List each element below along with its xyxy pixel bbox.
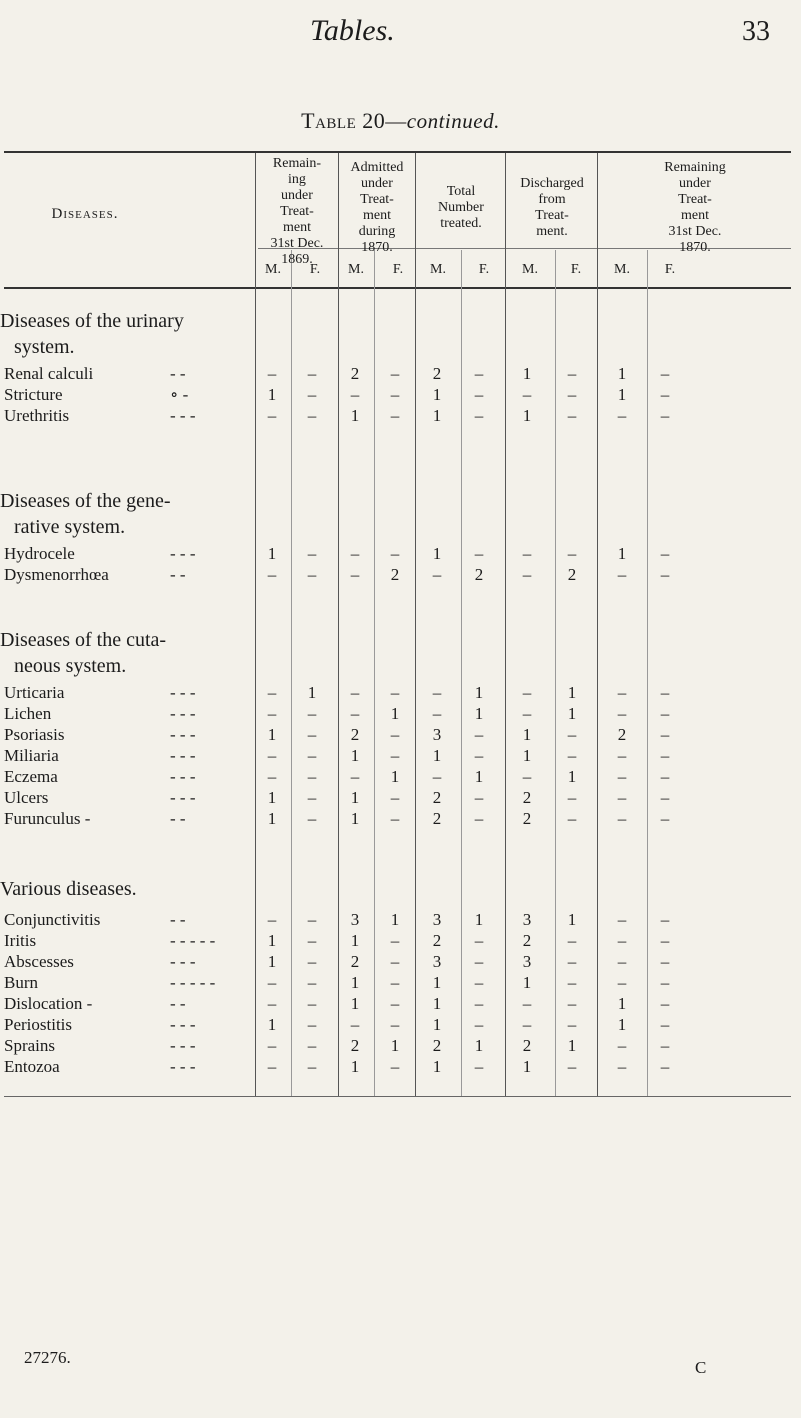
table-cell: 1 (522, 364, 532, 383)
table-cell: 1 (617, 364, 627, 383)
row-leader-dots: - - - (170, 544, 196, 563)
table-cell: – (617, 1036, 627, 1055)
table-cell: – (660, 1057, 670, 1076)
section-title (0, 627, 250, 679)
row-leader-dots: - - (170, 809, 186, 828)
row-leader-dots: - - (170, 994, 186, 1013)
table-cell: – (432, 683, 442, 702)
row-leader-dots: - - - (170, 1057, 196, 1076)
table-cell: 1 (474, 1036, 484, 1055)
table-cell: 1 (474, 910, 484, 929)
row-leader-dots: - - (170, 364, 186, 383)
table-cell: – (567, 544, 577, 563)
table-cell: – (617, 1057, 627, 1076)
table-cell: – (390, 809, 400, 828)
table-cell: 1 (390, 1036, 400, 1055)
table-cell: – (307, 910, 317, 929)
section-title-line2: rative system. (14, 516, 126, 538)
table-cell: – (432, 565, 442, 584)
table-cell: – (474, 973, 484, 992)
row-label: Lichen (4, 704, 52, 723)
table-cell: 1 (350, 931, 360, 950)
table-cell: – (617, 767, 627, 786)
table-cell: 2 (617, 725, 627, 744)
table-title (0, 108, 801, 134)
header-remaining-1870: Remaining under Treat- ment 31st Dec. 1870. (664, 160, 726, 255)
running-title: Tables. (310, 14, 395, 47)
table-cell: 2 (432, 788, 442, 807)
table-cell: – (267, 704, 277, 723)
table-cell: – (390, 973, 400, 992)
table-cell: – (390, 1015, 400, 1034)
table-cell: – (267, 565, 277, 584)
table-cell: – (617, 565, 627, 584)
table-cell: – (390, 364, 400, 383)
table-cell: – (567, 364, 577, 383)
table-cell: 1 (267, 385, 277, 404)
header-m-3: M. (430, 262, 446, 277)
table-cell: 1 (522, 746, 532, 765)
table-cell: – (307, 406, 317, 425)
table-cell: – (617, 683, 627, 702)
table-cell: – (660, 683, 670, 702)
header-f-3: F. (478, 262, 490, 277)
table-row (0, 385, 801, 405)
table-cell: – (522, 565, 532, 584)
table-cell: 3 (522, 910, 532, 929)
table-row (0, 767, 801, 787)
table-cell: – (617, 931, 627, 950)
table-cell: – (474, 1057, 484, 1076)
table-cell: – (617, 973, 627, 992)
row-leader-dots: - - - (170, 952, 196, 971)
table-cell: – (567, 406, 577, 425)
table-cell: 3 (432, 952, 442, 971)
header-f-1: F. (309, 262, 321, 277)
table-cell: 1 (522, 406, 532, 425)
header-bottom-rule (4, 287, 791, 289)
table-cell: – (350, 1015, 360, 1034)
table-cell: 1 (350, 973, 360, 992)
table-cell: – (307, 931, 317, 950)
footer-signature: 27276. (24, 1348, 71, 1367)
table-cell: – (307, 704, 317, 723)
table-cell: – (567, 788, 577, 807)
row-leader-dots: ∘ - (170, 385, 189, 404)
row-label: Burn (4, 973, 38, 992)
table-cell: – (390, 994, 400, 1013)
table-cell: 1 (432, 973, 442, 992)
table-cell: 1 (432, 1015, 442, 1034)
table-cell: 2 (567, 565, 577, 584)
table-cell: – (474, 364, 484, 383)
table-cell: – (522, 683, 532, 702)
table-cell: 1 (307, 683, 317, 702)
header-f-4: F. (570, 262, 582, 277)
table-cell: 1 (432, 994, 442, 1013)
running-head (0, 14, 801, 54)
table-cell: 1 (267, 788, 277, 807)
row-leader-dots: - - - (170, 767, 196, 786)
table-cell: – (474, 544, 484, 563)
table-cell: – (660, 725, 670, 744)
table-cell: – (267, 994, 277, 1013)
row-label: Dysmenorrhœa (4, 565, 109, 584)
table-cell: – (567, 809, 577, 828)
table-cell: 3 (350, 910, 360, 929)
table-cell: – (617, 788, 627, 807)
table-cell: 1 (267, 931, 277, 950)
table-row (0, 544, 801, 564)
table-cell: – (567, 952, 577, 971)
table-cell: – (307, 385, 317, 404)
table-cell: – (307, 544, 317, 563)
table-cell: – (390, 952, 400, 971)
table-cell: 1 (474, 704, 484, 723)
table-cell: – (660, 364, 670, 383)
table-cell: 1 (567, 910, 577, 929)
table-cell: 3 (522, 952, 532, 971)
table-cell: 1 (522, 973, 532, 992)
table-cell: 2 (522, 809, 532, 828)
table-cell: 1 (567, 767, 577, 786)
table-cell: 2 (432, 931, 442, 950)
table-cell: – (267, 1057, 277, 1076)
diseases-header: Diseases. (51, 206, 119, 222)
table-cell: – (660, 994, 670, 1013)
table-cell: – (390, 385, 400, 404)
row-leader-dots: - - - (170, 725, 196, 744)
table-cell: – (390, 683, 400, 702)
table-cell: – (660, 746, 670, 765)
header-f-2: F. (392, 262, 404, 277)
row-label: Furunculus - (4, 809, 91, 828)
row-label: Conjunctivitis (4, 910, 101, 929)
table-cell: 1 (617, 994, 627, 1013)
table-cell: – (660, 910, 670, 929)
table-cell: – (307, 364, 317, 383)
table-cell: – (390, 746, 400, 765)
row-label: Psoriasis (4, 725, 65, 744)
table-cell: – (390, 544, 400, 563)
table-cell: – (660, 767, 670, 786)
table-cell: 1 (474, 683, 484, 702)
table-cell: – (390, 931, 400, 950)
row-leader-dots: - - - (170, 1036, 196, 1055)
row-label: Urethritis (4, 406, 70, 425)
table-cell: 1 (350, 406, 360, 425)
table-cell: – (522, 767, 532, 786)
table-cell: – (474, 952, 484, 971)
table-cell: – (660, 952, 670, 971)
table-cell: – (390, 788, 400, 807)
table-cell: 2 (522, 1036, 532, 1055)
table-cell: 2 (474, 565, 484, 584)
table-cell: – (567, 1057, 577, 1076)
section-title-line1: Diseases of the urinary (0, 310, 184, 332)
section-title-line1: Various diseases. (0, 878, 137, 900)
table-cell: – (267, 1036, 277, 1055)
table-cell: 2 (522, 931, 532, 950)
table-cell: – (474, 994, 484, 1013)
table-row (0, 683, 801, 703)
row-leader-dots: - - (170, 910, 186, 929)
table-cell: 1 (390, 910, 400, 929)
table-cell: 2 (432, 809, 442, 828)
row-leader-dots: - - - (170, 1015, 196, 1034)
table-cell: 1 (617, 1015, 627, 1034)
table-cell: – (307, 565, 317, 584)
table-cell: – (660, 1036, 670, 1055)
table-cell: – (660, 406, 670, 425)
row-leader-dots: - - - (170, 704, 196, 723)
row-label: Hydrocele (4, 544, 75, 563)
table-cell: – (617, 704, 627, 723)
table-cell: – (660, 544, 670, 563)
table-cell: 1 (567, 683, 577, 702)
table-cell: 1 (432, 1057, 442, 1076)
section-title-line1: Diseases of the cuta- (0, 629, 167, 651)
table-row (0, 910, 801, 930)
table-cell: – (522, 1015, 532, 1034)
table-cell: 2 (432, 1036, 442, 1055)
row-label: Stricture (4, 385, 63, 404)
row-label: Dislocation - (4, 994, 93, 1013)
table-cell: – (432, 767, 442, 786)
table-cell: 1 (350, 746, 360, 765)
table-cell: 1 (267, 952, 277, 971)
table-cell: 1 (390, 767, 400, 786)
top-rule (4, 151, 791, 153)
row-leader-dots: - - (170, 565, 186, 584)
table-cell: – (522, 704, 532, 723)
table-cell: – (432, 704, 442, 723)
table-cell: – (390, 406, 400, 425)
table-cell: – (660, 931, 670, 950)
table-cell: 1 (267, 544, 277, 563)
table-cell: 1 (267, 1015, 277, 1034)
table-cell: 1 (350, 994, 360, 1013)
page-number: 33 (742, 16, 770, 47)
table-cell: – (350, 385, 360, 404)
header-remaining-1869: Remain- ing under Treat- ment 31st Dec. 1869. (270, 156, 324, 267)
row-leader-dots: - - - - - (170, 931, 216, 950)
table-cell: – (474, 725, 484, 744)
table-row (0, 973, 801, 993)
table-cell: 2 (350, 364, 360, 383)
header-m-2: M. (348, 262, 364, 277)
table-row (0, 725, 801, 745)
table-cell: – (267, 910, 277, 929)
table-cell: – (567, 725, 577, 744)
section-title (0, 488, 250, 540)
table-cell: – (307, 725, 317, 744)
table-cell: – (567, 973, 577, 992)
table-cell: 1 (267, 809, 277, 828)
row-label: Iritis (4, 931, 37, 950)
table-cell: – (307, 952, 317, 971)
table-cell: 3 (432, 725, 442, 744)
table-cell: 1 (432, 385, 442, 404)
table-cell: – (350, 767, 360, 786)
table-cell: – (660, 565, 670, 584)
table-cell: – (307, 1057, 317, 1076)
table-cell: – (307, 1015, 317, 1034)
table-cell: – (307, 809, 317, 828)
table-cell: 1 (567, 1036, 577, 1055)
table-cell: – (567, 385, 577, 404)
table-cell: – (350, 683, 360, 702)
table-cell: 1 (432, 544, 442, 563)
table-cell: – (474, 406, 484, 425)
row-label: Miliaria (4, 746, 59, 765)
table-cell: 1 (522, 725, 532, 744)
table-cell: – (307, 788, 317, 807)
table-cell: – (660, 385, 670, 404)
table-cell: – (390, 725, 400, 744)
table-cell: 1 (390, 704, 400, 723)
table-row (0, 809, 801, 829)
table-cell: – (267, 683, 277, 702)
table-cell: 1 (474, 767, 484, 786)
table-cell: – (660, 809, 670, 828)
table-cell: – (474, 788, 484, 807)
row-label: Urticaria (4, 683, 65, 702)
table-cell: – (307, 973, 317, 992)
header-m-4: M. (522, 262, 538, 277)
bottom-rule (4, 1096, 791, 1097)
row-leader-dots: - - - (170, 788, 196, 807)
table-cell: – (617, 910, 627, 929)
table-row (0, 1036, 801, 1056)
row-label: Abscesses (4, 952, 74, 971)
table-cell: 2 (432, 364, 442, 383)
table-cell: – (267, 973, 277, 992)
header-discharged: Discharged from Treat- ment. (520, 176, 584, 239)
row-leader-dots: - - - (170, 746, 196, 765)
table-cell: – (390, 1057, 400, 1076)
table-cell: – (474, 931, 484, 950)
table-cell: – (660, 1015, 670, 1034)
table-cell: 2 (350, 1036, 360, 1055)
section-title (0, 876, 250, 902)
table-row (0, 565, 801, 585)
table-row (0, 406, 801, 426)
table-cell: – (267, 746, 277, 765)
section-title-line2: system. (14, 336, 75, 358)
section-title-line2: neous system. (14, 655, 127, 677)
table-cell: – (567, 1015, 577, 1034)
table-row (0, 931, 801, 951)
table-cell: – (267, 767, 277, 786)
row-leader-dots: - - - (170, 683, 196, 702)
table-cell: – (617, 746, 627, 765)
table-cell: – (474, 746, 484, 765)
table-cell: – (350, 704, 360, 723)
table-cell: – (660, 973, 670, 992)
row-label: Entozoa (4, 1057, 60, 1076)
section-title (0, 308, 250, 360)
table-cell: – (567, 931, 577, 950)
table-cell: 3 (432, 910, 442, 929)
table-cell: 2 (522, 788, 532, 807)
table-cell: – (474, 1015, 484, 1034)
table-cell: – (350, 565, 360, 584)
table-title-caps: Table 20 (301, 108, 386, 133)
table-cell: 1 (350, 788, 360, 807)
row-label: Sprains (4, 1036, 55, 1055)
header-admitted-1870: Admitted under Treat- ment during 1870. (350, 160, 404, 255)
table-cell: – (307, 767, 317, 786)
header-m-5: M. (614, 262, 630, 277)
table-cell: 2 (350, 952, 360, 971)
table-cell: 1 (432, 406, 442, 425)
row-leader-dots: - - - (170, 406, 196, 425)
table-cell: – (660, 704, 670, 723)
table-cell: – (567, 746, 577, 765)
table-cell: 2 (390, 565, 400, 584)
row-label: Renal calculi (4, 364, 94, 383)
table-cell: – (267, 364, 277, 383)
row-label: Ulcers (4, 788, 49, 807)
table-title-dash: — (385, 109, 407, 133)
table-cell: – (267, 406, 277, 425)
table-cell: 1 (432, 746, 442, 765)
table-cell: – (350, 544, 360, 563)
table-row (0, 788, 801, 808)
row-leader-dots: - - - - - (170, 973, 216, 992)
table-cell: – (307, 746, 317, 765)
table-cell: – (522, 544, 532, 563)
row-label: Periostitis (4, 1015, 73, 1034)
footer-signature-mark: C (695, 1358, 707, 1377)
table-cell: – (522, 994, 532, 1013)
table-row (0, 364, 801, 384)
table-cell: 2 (350, 725, 360, 744)
table-title-continued: continued. (406, 109, 500, 133)
table-cell: – (474, 385, 484, 404)
table-cell: – (567, 994, 577, 1013)
table-row (0, 952, 801, 972)
table-cell: – (522, 385, 532, 404)
section-title-line1: Diseases of the gene- (0, 490, 171, 512)
table-cell: 1 (617, 544, 627, 563)
table-row (0, 704, 801, 724)
table-cell: – (474, 809, 484, 828)
header-total-treated: Total Number treated. (438, 184, 484, 231)
table-cell: 1 (522, 1057, 532, 1076)
table-cell: 1 (617, 385, 627, 404)
table-row (0, 994, 801, 1014)
table-row (0, 1015, 801, 1035)
table-cell: – (307, 994, 317, 1013)
table-cell: – (307, 1036, 317, 1055)
table-row (0, 1057, 801, 1077)
table-cell: – (617, 809, 627, 828)
table-cell: – (660, 788, 670, 807)
table-cell: 1 (267, 725, 277, 744)
table-cell: 1 (567, 704, 577, 723)
header-f-5: F. (664, 262, 676, 277)
table-cell: – (617, 952, 627, 971)
header-m-1: M. (265, 262, 281, 277)
table-cell: 1 (350, 809, 360, 828)
table-cell: 1 (350, 1057, 360, 1076)
row-label: Eczema (4, 767, 58, 786)
table-row (0, 746, 801, 766)
table-cell: – (617, 406, 627, 425)
